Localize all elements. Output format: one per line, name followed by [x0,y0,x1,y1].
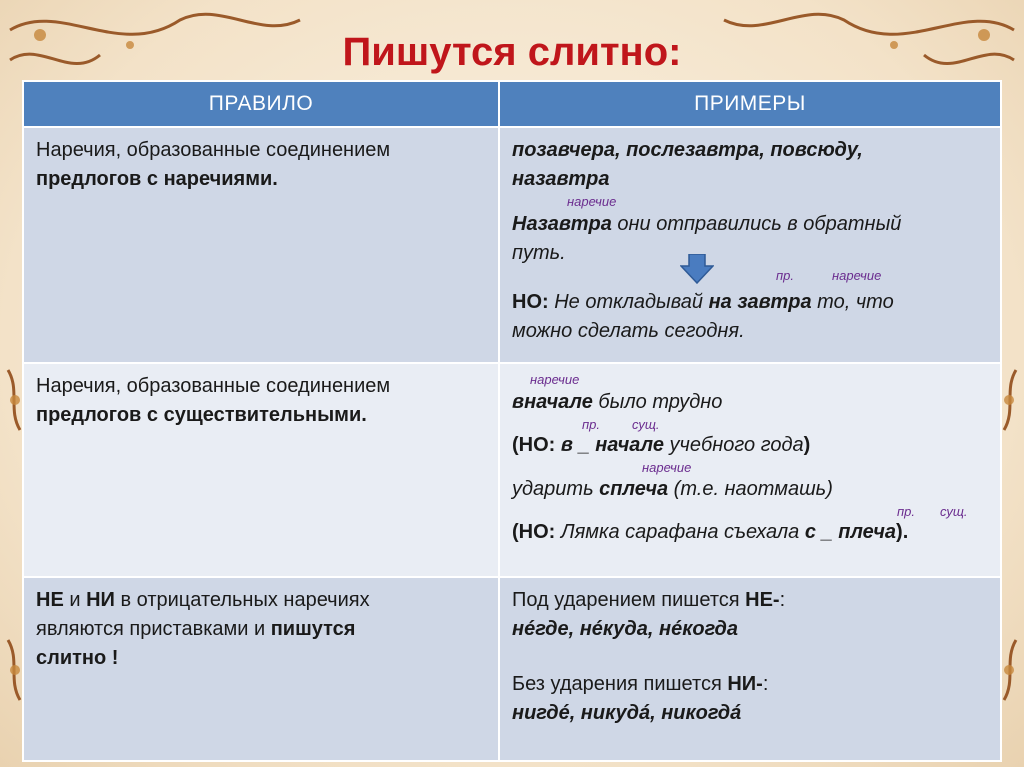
ne-label: НЕ [36,589,64,611]
no-label: (НО: [512,521,561,544]
slide-title: Пишутся слитно: [342,30,682,74]
example-text: Под ударением пишется [512,589,746,611]
rule-cell [23,577,499,761]
example-words: нигдé, никудá, никогдá [512,702,742,724]
rules-table [22,80,1002,762]
note-adverb: наречие [530,372,580,387]
examples-cell [499,577,1001,761]
ni-label: НИ [86,589,115,611]
no-text: Не откладывай [548,290,709,313]
no-text: учебного года [663,433,804,456]
header-examples: ПРИМЕРЫ [499,81,1001,127]
examples-cell [499,127,1001,363]
no-label: (НО: [512,433,561,456]
example-bold: сплеча [599,478,669,501]
note-adverb: наречие [642,459,692,475]
example-sentence-end: путь. [512,241,566,264]
example-text-tail: (т.е. наотмашь) [668,478,833,501]
example-word: назавтра [512,168,610,190]
colon: : [762,673,769,695]
no-bold-na: на [708,290,732,313]
rule-cell [23,127,499,363]
header-rule: ПРАВИЛО [23,81,499,127]
rule-bold: предлогов с существительными. [36,404,367,426]
rule-text: являются приставками и [36,618,271,640]
note-noun: сущ. [632,416,660,432]
no-text-end: можно сделать сегодня. [512,319,745,342]
note-preposition: пр. [776,267,794,283]
rule-bold: предлогов с наречиями. [36,168,278,190]
examples-cell [499,363,1001,577]
table-row [23,577,1001,761]
no-close: ). [896,521,909,544]
rule-cell [23,363,499,577]
and-text: и [63,589,87,611]
rule-text: Наречия, образованные соединением [36,139,391,161]
table-row [23,363,1001,577]
no-label: НО: [512,290,549,313]
rule-text: Наречия, образованные соединением [36,375,391,397]
no-bold: в _ начале [560,433,664,456]
no-text: Лямка сарафана съехала [560,521,805,544]
example-bold: Назавтра [512,212,612,235]
example-text: Без ударения пишется [512,673,728,695]
note-preposition: пр. [897,504,915,520]
rule-bold-end: слитно ! [36,647,119,669]
example-sentence: они отправились в обратный [611,212,902,235]
ni-prefix: НИ- [727,673,763,695]
example-sentence: было трудно [592,390,723,413]
example-bold: вначале [512,390,593,413]
no-bold: с _ плеча [804,521,897,544]
note-noun: сущ. [940,504,968,520]
arrow-down-icon [680,254,714,284]
example-words: позавчера, послезавтра, повсюду, [512,139,863,161]
rule-text: в отрицательных наречиях [114,589,370,611]
rule-bold: пишутся [270,618,356,640]
note-preposition: пр. [582,416,600,432]
ne-prefix: НЕ- [745,589,780,611]
colon: : [779,589,786,611]
table-row [23,127,1001,363]
no-text-tail: то, что [811,290,894,313]
no-bold-zavtra: завтра [731,290,812,313]
example-words: нéгде, нéкуда, нéкогда [512,618,738,640]
note-adverb: наречие [832,267,882,283]
no-close: ) [803,433,811,456]
example-text: ударить [512,478,600,501]
note-adverb: наречие [567,194,617,209]
